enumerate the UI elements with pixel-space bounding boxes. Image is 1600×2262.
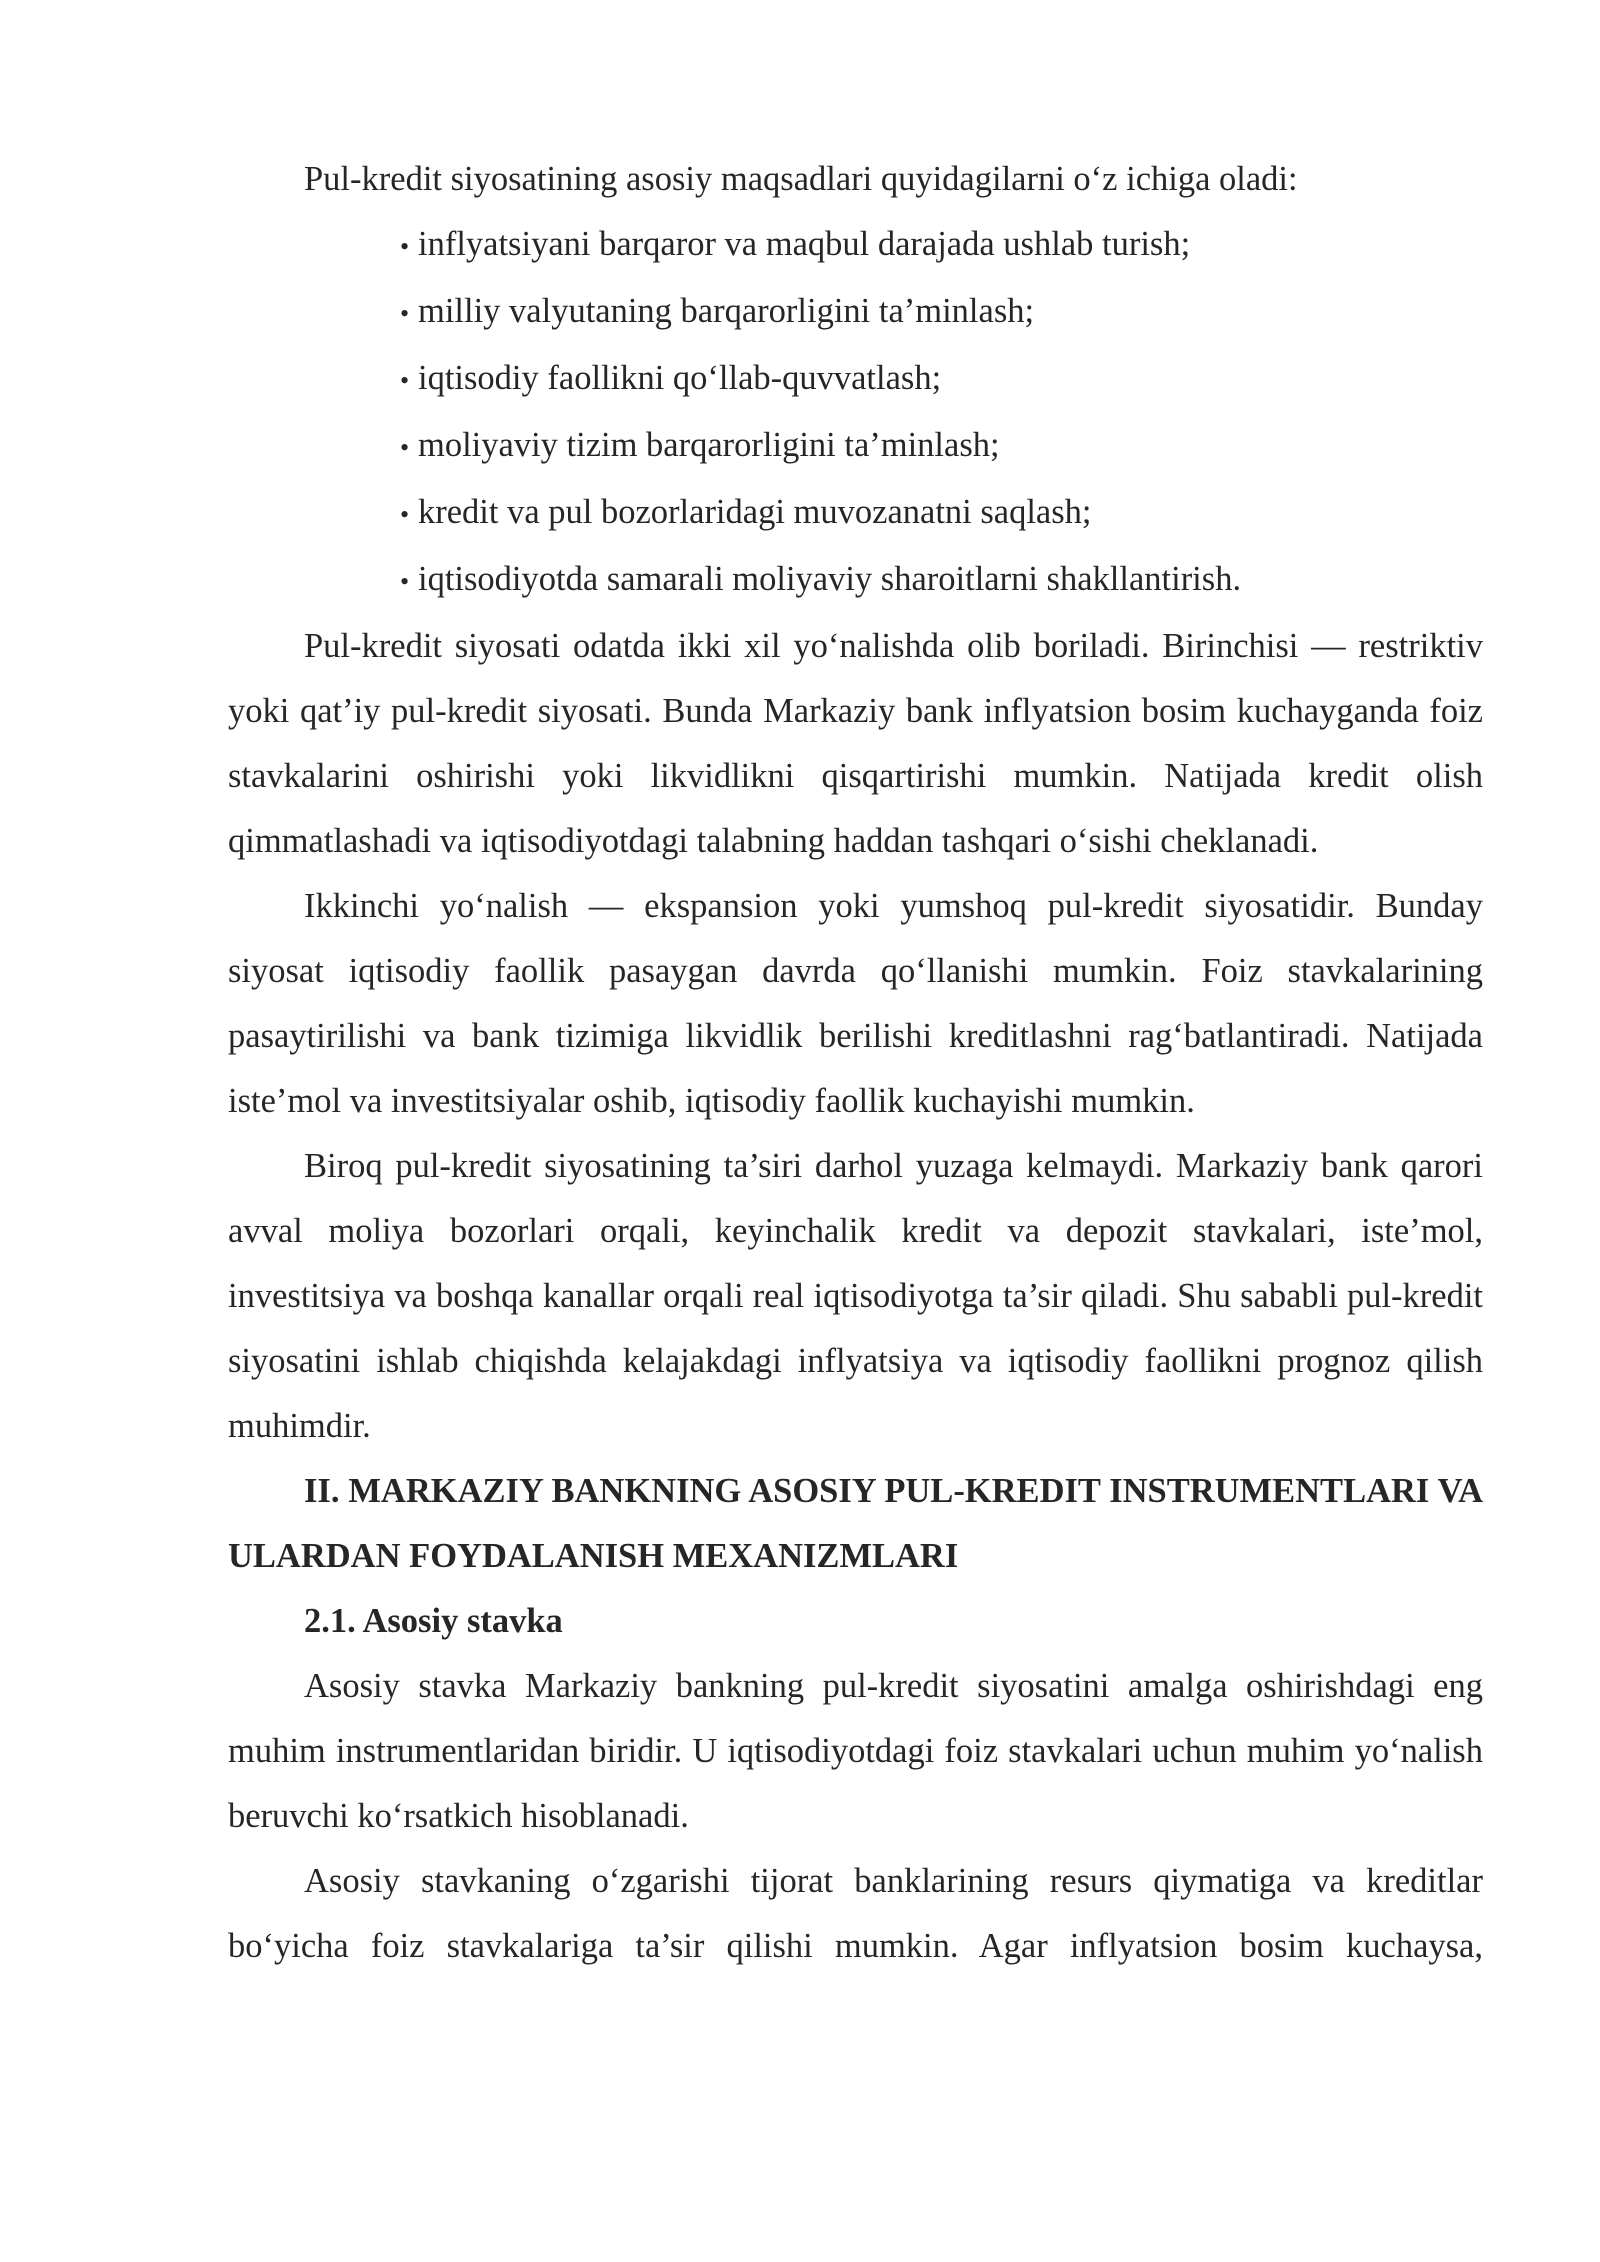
section-heading: II. MARKAZIY BANKNING ASOSIY PUL-KREDIT INSTRUMENTLARI VA ULARDAN FOYDALANISH MEXANIZMLARI — [228, 1472, 1483, 1575]
subsection-heading: 2.1. Asosiy stavka — [304, 1602, 563, 1640]
list-item-text: iqtisodiyotda samarali moliyaviy sharoitlarni shakllantirish. — [418, 560, 1242, 598]
list-item-text: inflyatsiyani barqaror va maqbul darajada ushlab turish; — [418, 225, 1191, 263]
paragraph-transmission-lag: Biroq pul-kredit siyosatining ta’siri darhol yuzaga kelmaydi. Markaziy bank qarori avval moliya bozorlari orqali, keyinchalik kredit va depozit stavkalari, iste’mol, investitsiya va boshqa kanallar orqali real iqtisodiyotga ta’sir qiladi. Shu sababli pul-kredit siyosatini ishlab chiqishda kelajakdagi inflyatsiya va iqtisodiy faollikni prognoz qilish muhimdir. — [228, 1147, 1483, 1445]
document-page — [228, 147, 1483, 1979]
intro-paragraph: Pul-kredit siyosatining asosiy maqsadlari quyidagilarni o‘z ichiga oladi: — [304, 160, 1298, 198]
goals-list — [228, 212, 1483, 614]
paragraph-policy-directions: Pul-kredit siyosati odatda ikki xil yo‘nalishda olib boriladi. Birinchisi — restriktiv yoki qat’iy pul-kredit siyosati. Bunda Markaziy bank inflyatsion bosim kuchayganda foiz stavkalarini oshirishi yoki likvidlikni qisqartirishi mumkin. Natijada kredit olish qimmatlashadi va iqtisodiyotdagi talabning haddan tashqari o‘sishi cheklanadi. — [228, 627, 1483, 860]
list-item-text: iqtisodiy faollikni qo‘llab-quvvatlash; — [418, 359, 942, 397]
list-item-text: milliy valyutaning barqarorligini ta’minlash; — [418, 292, 1035, 330]
bullet-icon: • — [400, 299, 410, 328]
paragraph-key-rate-effect: Asosiy stavkaning o‘zgarishi tijorat banklarining resurs qiymatiga va kreditlar bo‘yicha foiz stavkalariga ta’sir qilishi mumkin. Agar inflyatsion bosim kuchaysa, — [228, 1862, 1483, 1965]
bullet-icon: • — [400, 366, 410, 395]
bullet-icon: • — [400, 433, 410, 462]
paragraph-expansionary-policy: Ikkinchi yo‘nalish — ekspansion yoki yumshoq pul-kredit siyosatidir. Bunday siyosat iqtisodiy faollik pasaygan davrda qo‘llanishi mumkin. Foiz stavkalarining pasaytirilishi va bank tizimiga likvidlik berilishi kreditlashni rag‘batlantiradi. Natijada iste’mol va investitsiyalar oshib, iqtisodiy faollik kuchayishi mumkin. — [228, 887, 1483, 1120]
list-item-text: kredit va pul bozorlaridagi muvozanatni saqlash; — [418, 493, 1092, 531]
list-item — [400, 346, 1483, 413]
list-item — [400, 480, 1483, 547]
list-item — [400, 279, 1483, 346]
paragraph-key-rate-definition: Asosiy stavka Markaziy bankning pul-kredit siyosatini amalga oshirishdagi eng muhim instrumentlaridan biridir. U iqtisodiyotdagi foiz stavkalari uchun muhim yo‘nalish beruvchi ko‘rsatkich hisoblanadi. — [228, 1667, 1483, 1835]
bullet-icon: • — [400, 567, 410, 596]
list-item — [400, 547, 1483, 614]
list-item — [400, 212, 1483, 279]
bullet-icon: • — [400, 500, 410, 529]
list-item-text: moliyaviy tizim barqarorligini ta’minlash; — [418, 426, 1000, 464]
bullet-icon: • — [400, 232, 410, 261]
list-item — [400, 413, 1483, 480]
